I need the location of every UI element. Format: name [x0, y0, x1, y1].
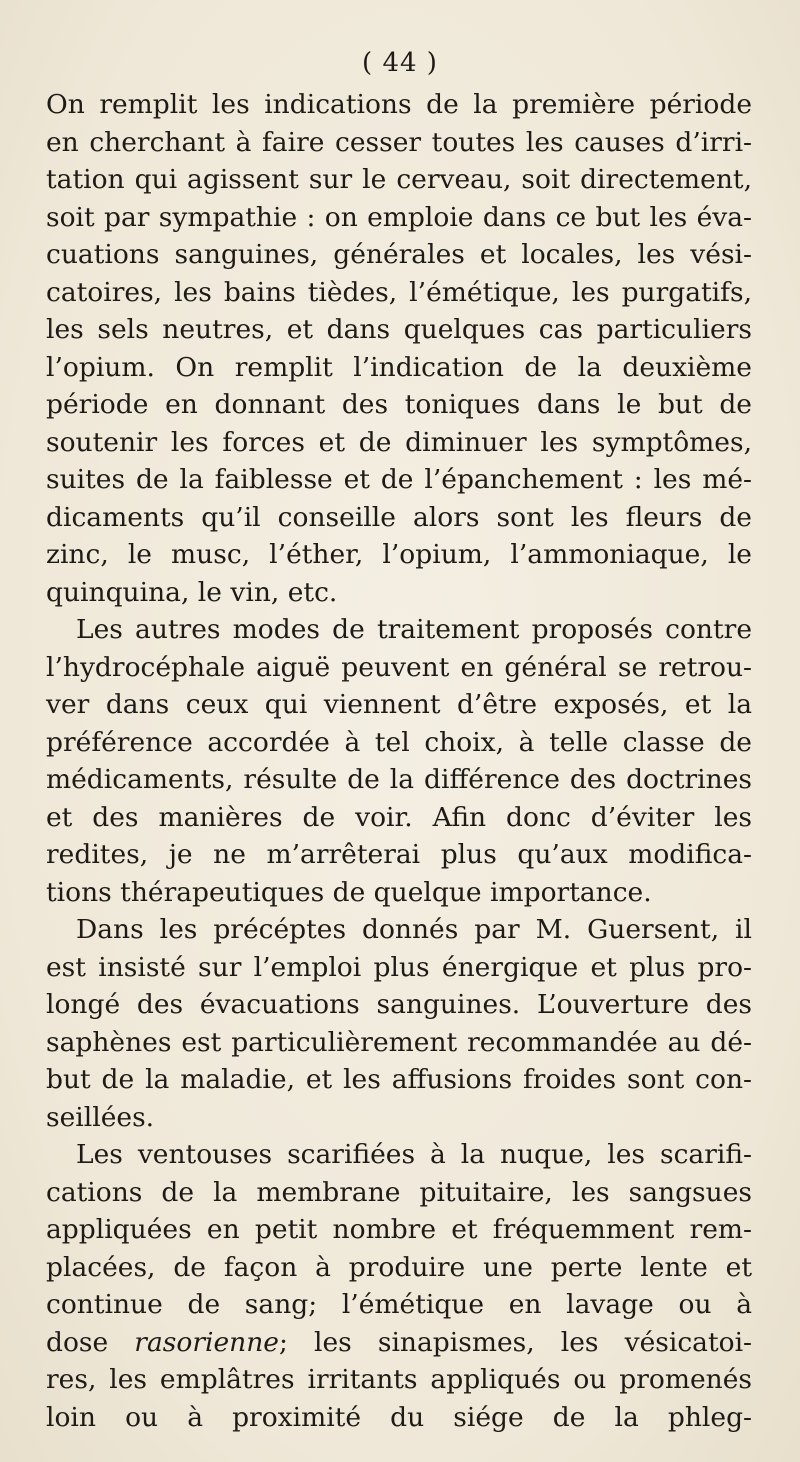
text-line: médicaments, résulte de la différence des doctrines	[46, 764, 752, 795]
text-line: continue de sang; l’émétique en lavage ou à	[46, 1289, 752, 1320]
text-line: appliquées en petit nombre et fréquemment rem-	[46, 1214, 752, 1245]
text-line: quinquina, le vin, etc.	[46, 576, 338, 608]
text-line: redites, je ne m’arrêterai plus qu’aux modifica-	[46, 839, 752, 870]
text-line: but de la maladie, et les affusions froides sont con-	[46, 1064, 752, 1095]
text-line: soit par sympathie : on emploie dans ce but les éva-	[46, 201, 752, 233]
text-line: res, les emplâtres irritants appliqués ou promenés	[46, 1364, 752, 1395]
text-line: longé des évacuations sanguines. L’ouverture des	[46, 989, 752, 1020]
text-line: et des manières de voir. Afin donc d’éviter les	[46, 801, 752, 833]
paragraph-2	[46, 611, 752, 911]
text-line: période en donnant des toniques dans le but de	[46, 389, 752, 420]
text-line: zinc, le musc, l’éther, l’opium, l’ammoniaque, le	[46, 539, 752, 570]
text-line: dicaments qu’il conseille alors sont les fleurs de	[46, 501, 752, 533]
body-text	[46, 86, 752, 1436]
text-line: est insisté sur l’emploi plus énergique et plus pro-	[46, 951, 752, 983]
text-line: cuations sanguines, générales et locales, les vési-	[46, 239, 752, 270]
text-line: ver dans ceux qui viennent d’être exposés, et la	[46, 689, 752, 720]
text-line: cations de la membrane pituitaire, les sangsues	[46, 1176, 752, 1208]
text-line: soutenir les forces et de diminuer les symptômes,	[46, 426, 752, 458]
text-line: Les ventouses scarifiées à la nuque, les scarifi-	[76, 1139, 752, 1170]
text-line: l’opium. On remplit l’indication de la deuxième	[46, 351, 752, 383]
paragraph-4	[46, 1136, 752, 1436]
page-number: ( 44 )	[362, 48, 438, 78]
text-line: seillées.	[46, 1101, 155, 1133]
text-line: placées, de façon à produire une perte lente et	[46, 1251, 752, 1283]
text-line: suites de la faiblesse et de l’épanchement : les mé-	[46, 464, 752, 495]
paragraph-3	[46, 911, 752, 1136]
text-line: tions thérapeutiques de quelque importance.	[46, 876, 652, 908]
text-line	[46, 1324, 752, 1362]
text-line: On remplit les indications de la première période	[46, 89, 752, 120]
paragraph-1	[46, 86, 752, 611]
text-line: catoires, les bains tièdes, l’émétique, les purgatifs,	[46, 276, 752, 308]
text-line: en cherchant à faire cesser toutes les causes d’irri-	[46, 126, 752, 158]
text-line: les sels neutres, et dans quelques cas particuliers	[46, 314, 752, 345]
text-line: Dans les précéptes donnés par M. Guersent, il	[76, 914, 752, 945]
text-line: l’hydrocéphale aiguë peuvent en général se retrou-	[46, 651, 752, 683]
text-line: saphènes est particulièrement recommandée au dé-	[46, 1026, 752, 1058]
text-line: Les autres modes de traitement proposés contre	[76, 614, 752, 645]
text-line: préférence accordée à tel choix, à telle classe de	[46, 726, 752, 758]
line-start: dose	[46, 1326, 135, 1358]
italic-term: rasorienne	[134, 1326, 279, 1358]
text-line: tation qui agissent sur le cerveau, soit directement,	[46, 164, 752, 195]
line-end: ; les sinapismes, les vésicatoi-	[278, 1326, 752, 1358]
text-line: loin ou à proximité du siége de la phleg-	[46, 1401, 752, 1433]
